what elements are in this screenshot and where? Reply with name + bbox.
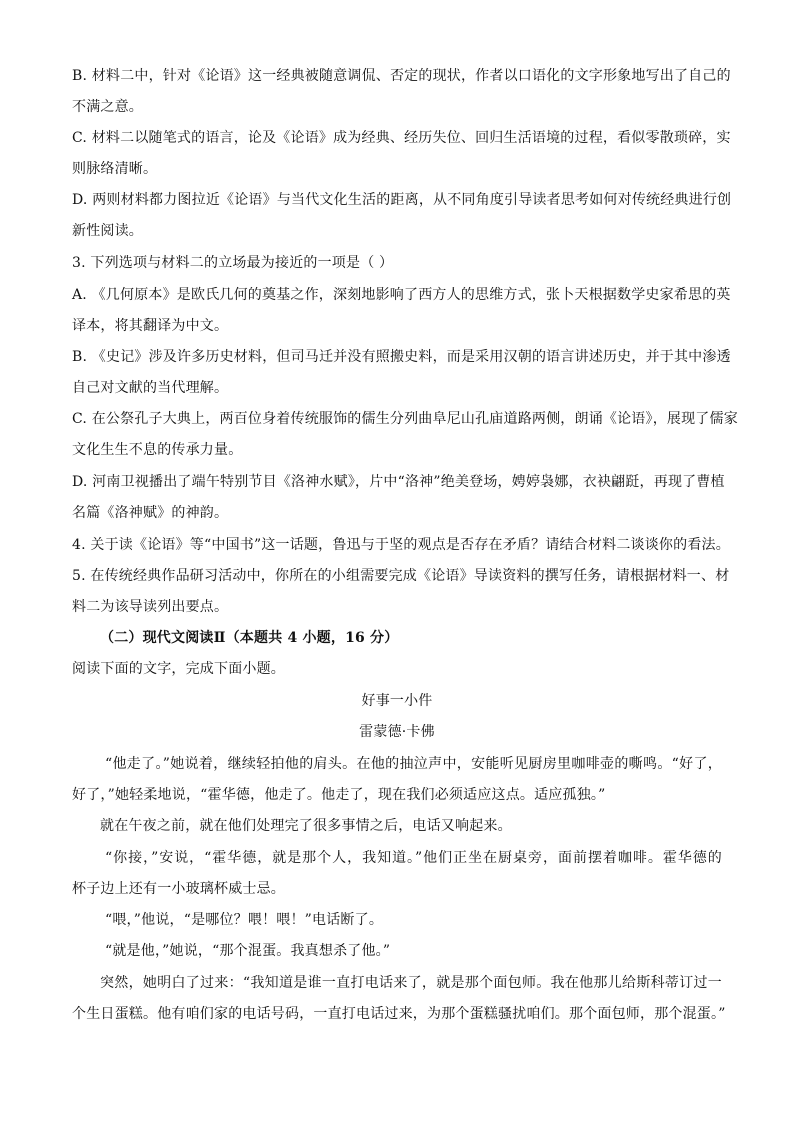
- story-paragraph-1-line-2: 好了，”她轻柔地说，“霍华德，他走了。他走了，现在我们必须适应这点。适应孤独。”: [72, 787, 606, 803]
- story-paragraph-4: “喂，”他说，“是哪位？喂！喂！”电话断了。: [105, 912, 384, 928]
- option-2C-line-2: 则脉络清晰。: [72, 161, 158, 177]
- story-title: 好事一小件: [361, 693, 433, 709]
- story-paragraph-3-line-1: “你接，”安说，“霍华德，就是那个人，我知道。”他们正坐在厨桌旁，面前摆着咖啡。霍华德的: [105, 850, 722, 866]
- option-2B-line-1: B. 材料二中，针对《论语》这一经典被随意调侃、否定的现状，作者以口语化的文字形象地写出了自己的: [72, 68, 731, 84]
- story-paragraph-3-line-2: 杯子边上还有一小玻璃杯威士忌。: [72, 881, 285, 897]
- option-3C-line-1: C. 在公祭孔子大典上，两百位身着传统服饰的儒生分列曲阜尼山孔庙道路两侧，朗诵《论语》，展现了儒家: [72, 411, 738, 427]
- story-paragraph-2: 就在午夜之前，就在他们处理完了很多事情之后，电话又响起来。: [100, 818, 512, 834]
- option-2C-line-1: C. 材料二以随笔式的语言，论及《论语》成为经典、经历失位、回归生活语境的过程，看似零散琐碎，实: [72, 130, 731, 146]
- option-3A-line-1: A. 《几何原本》是欧氏几何的奠基之作，深刻地影响了西方人的思维方式，张卜天根据数学史家希思的英: [72, 287, 731, 303]
- option-2D-line-1: D. 两则材料都力图拉近《论语》与当代文化生活的距离，从不同角度引导读者思考如何对传统经典进行创: [72, 192, 732, 208]
- question-4: 4. 关于读《论语》等“中国书”这一话题，鲁迅与于坚的观点是否存在矛盾？请结合材料二谈谈你的看法。: [72, 537, 730, 553]
- question-5-line-1: 5. 在传统经典作品研习活动中，你所在的小组需要完成《论语》导读资料的撰写任务，请根据材料一、材: [72, 568, 730, 584]
- story-paragraph-1-line-1: “他走了。”她说着，继续轻拍他的肩头。在他的抽泣声中，安能听见厨房里咖啡壶的嘶鸣。“好了，: [105, 756, 722, 772]
- question-3-stem: 3. 下列选项与材料二的立场最为接近的一项是（ ）: [72, 255, 394, 271]
- option-3D-line-1: D. 河南卫视播出了端午特别节目《洛神水赋》，片中“洛神”绝美登场，娉婷袅娜，衣袂翩跹，再现了曹植: [72, 474, 725, 490]
- option-3A-line-2: 译本，将其翻译为中文。: [72, 318, 229, 334]
- story-paragraph-6-line-1: 突然，她明白了过来：“我知道是谁一直打电话来了，就是那个面包师。我在他那儿给斯科蒂订过一: [100, 975, 722, 991]
- option-2B-line-2: 不满之意。: [72, 99, 143, 115]
- option-2D-line-2: 新性阅读。: [72, 223, 143, 239]
- question-5-line-2: 料二为该导读列出要点。: [72, 599, 229, 615]
- story-paragraph-6-line-2: 个生日蛋糕。他有咱们家的电话号码，一直打电话过来，为那个蛋糕骚扰咱们。那个面包师，那个混蛋。”: [72, 1006, 726, 1022]
- option-3B-line-2: 自己对文献的当代理解。: [72, 380, 229, 396]
- option-3C-line-2: 文化生生不息的传承力量。: [72, 442, 243, 458]
- story-author: 雷蒙德·卡佛: [359, 724, 435, 740]
- section-heading: （二）现代文阅读Ⅱ（本题共 4 小题，16 分）: [100, 630, 399, 646]
- story-paragraph-5: “就是他，”她说，“那个混蛋。我真想杀了他。”: [105, 943, 391, 959]
- reading-instruction: 阅读下面的文字，完成下面小题。: [72, 661, 285, 677]
- option-3D-line-2: 名篇《洛神赋》的神韵。: [72, 505, 229, 521]
- option-3B-line-1: B. 《史记》涉及许多历史材料，但司马迁并没有照搬史料，而是采用汉朝的语言讲述历史，并于其中渗透: [72, 349, 731, 365]
